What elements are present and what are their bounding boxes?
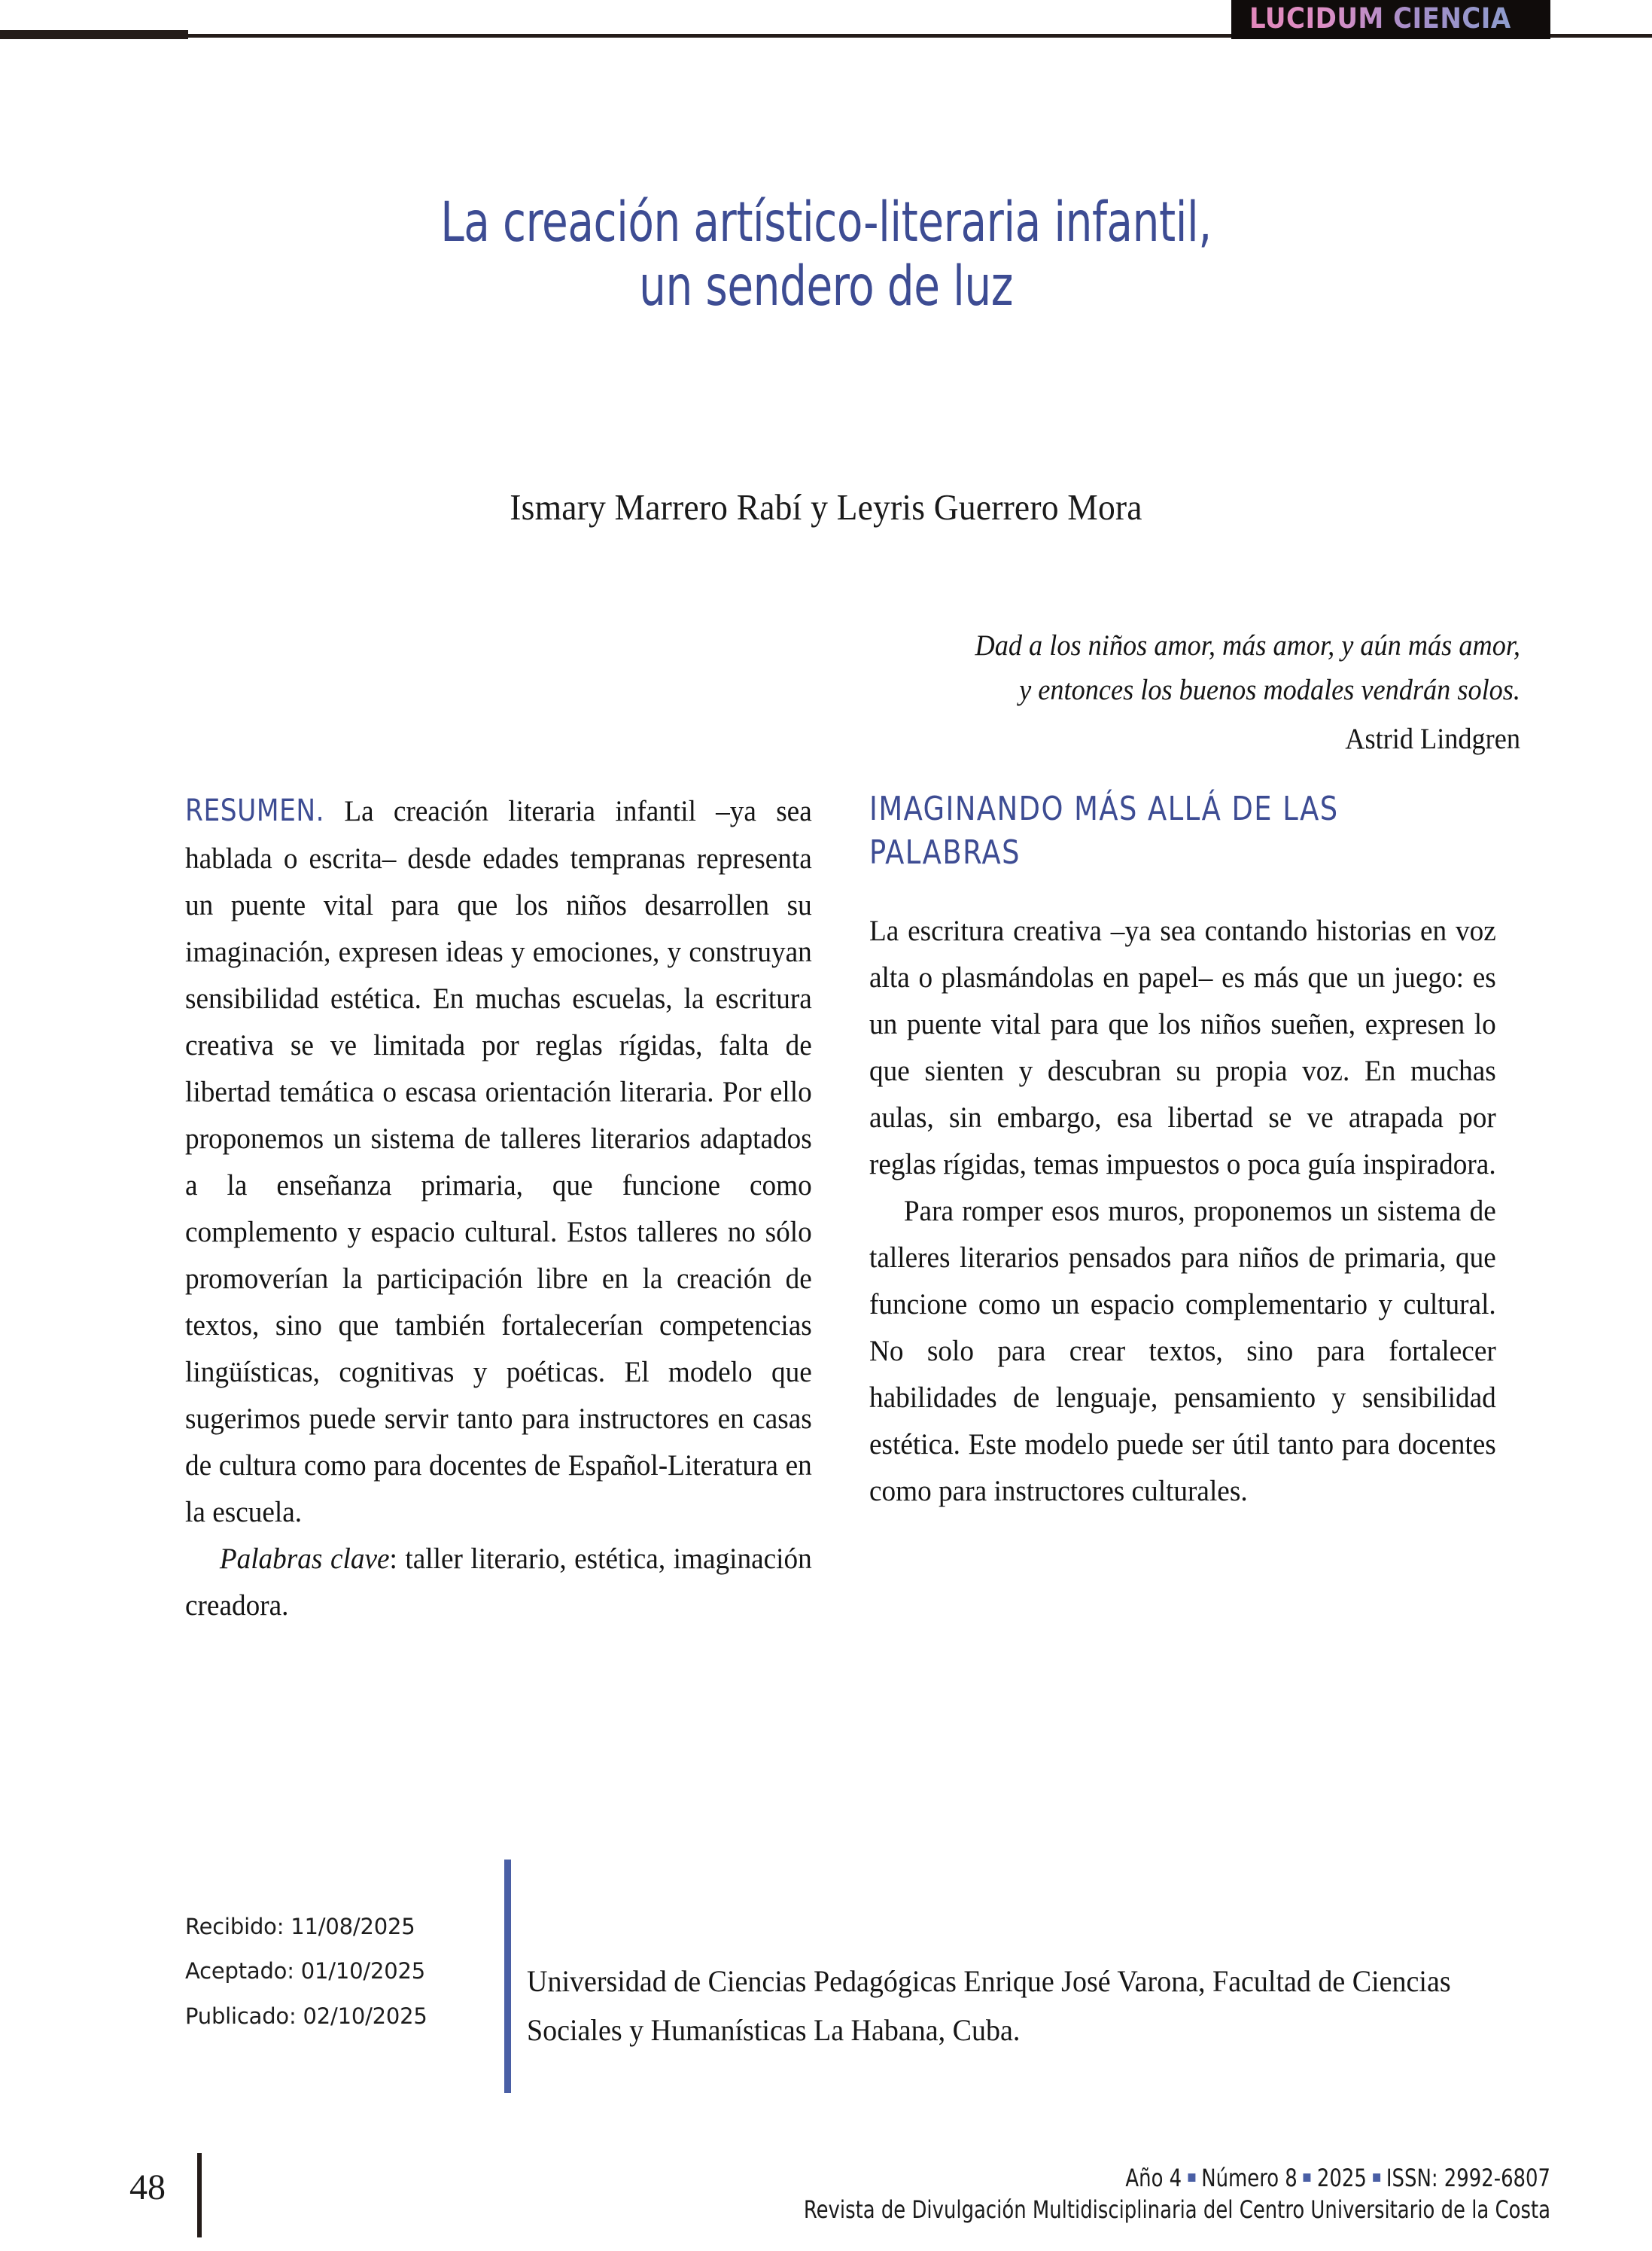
journal-description: Revista de Divulgación Multidisciplinaria del Centro Universitario de la Costa (803, 2195, 1550, 2225)
separator-square-icon (1373, 2173, 1380, 2182)
date-received: Recibido: 11/08/2025 (185, 1914, 415, 1939)
journal-footer (738, 2162, 1550, 2225)
section-paragraph-1: La escritura creativa –ya sea contando historias en voz alta o plasmándolas en papel– es más que un juego: es un puente vital para que los niños sueñen, expresen lo que sienten y descubran su propia voz. En muchas aulas, sin embargo, esa libertad se ve atrapada por reglas rígidas, temas impuestos o poca guía inspiradora. (869, 915, 1496, 1181)
journal-issue-line (738, 2162, 1550, 2194)
submission-dates (185, 1905, 486, 2039)
separator-square-icon (1304, 2173, 1311, 2182)
journal-issue: Número 8 (1201, 2164, 1298, 2192)
page-title-line-2: un sendero de luz (639, 254, 1013, 318)
page-number-rule (197, 2153, 202, 2237)
epigraph (890, 624, 1520, 762)
date-accepted: Aceptado: 01/10/2025 (185, 1958, 425, 1984)
masthead-title: LUCIDUM CIENCIA (1249, 2, 1511, 35)
keywords-body: : taller literario, estética, imaginación creadora. (185, 1542, 812, 1622)
page-title-line-1: La creación artístico-literaria infantil, (440, 190, 1212, 254)
page-header-band (0, 0, 1652, 54)
page-number: 48 (129, 2167, 166, 2207)
section-paragraph-2: Para romper esos muros, proponemos un sistema de talleres literarios pensados para niños de primaria, que funcione como un espacio complementario y cultural. No solo para crear textos, sino para fortalecer habilidades de lenguaje, pensamiento y sensibilidad estética. Este modelo puede ser útil tanto para docentes como para instructores culturales. (869, 1195, 1496, 1508)
page-title (271, 191, 1381, 318)
date-published: Publicado: 02/10/2025 (185, 2003, 427, 2029)
epigraph-attribution: Astrid Lindgren (1345, 723, 1520, 755)
abstract-label: RESUMEN. (185, 793, 325, 828)
section-heading: IMAGINANDO MÁS ALLÁ DE LAS PALABRAS (869, 790, 1339, 873)
keywords-label: Palabras clave (219, 1542, 390, 1575)
keywords-paragraph (185, 1536, 812, 1629)
section-column (869, 787, 1526, 1515)
author-affiliation: Universidad de Ciencias Pedagógicas Enrique José Varona, Facultad de Ciencias Sociales y Humanísticas La Habana, Cuba. (527, 1964, 1451, 2047)
header-rule-thick (0, 30, 188, 39)
abstract-column (185, 787, 841, 1629)
abstract-paragraph (185, 787, 812, 1536)
epigraph-line-2: y entonces los buenos modales vendrán solos. (1019, 673, 1520, 706)
separator-square-icon (1188, 2173, 1195, 2182)
article-authors: Ismary Marrero Rabí y Leyris Guerrero Mora (510, 486, 1142, 528)
abstract-body: La creación literaria infantil –ya sea hablada o escrita– desde edades tempranas representa un puente vital para que los niños desarrollen su imaginación, expresen ideas y emociones, y construyan sensibilidad estética. En muchas escuelas, la escritura creativa se ve limitada por reglas rígidas, falta de libertad temática o escasa orientación literaria. Por ello proponemos un sistema de talleres literarios adaptados a la enseñanza primaria, que funcione como complemento y espacio cultural. Estos talleres no sólo promoverían la participación libre en la creación de textos, sino que también fortalecerían competencias lingüísticas, cognitivas y poéticas. El modelo que sugerimos puede servir tanto para instructores en casas de cultura como para docentes de Español-Literatura en la escuela. (185, 795, 812, 1528)
journal-issn: ISSN: 2992-6807 (1386, 2164, 1550, 2192)
meta-divider-rule (504, 1860, 511, 2093)
journal-year: Año 4 (1125, 2164, 1182, 2192)
journal-volume-year: 2025 (1316, 2164, 1367, 2192)
masthead-badge (1231, 0, 1550, 39)
epigraph-line-1: Dad a los niños amor, más amor, y aún más amor, (975, 629, 1520, 662)
